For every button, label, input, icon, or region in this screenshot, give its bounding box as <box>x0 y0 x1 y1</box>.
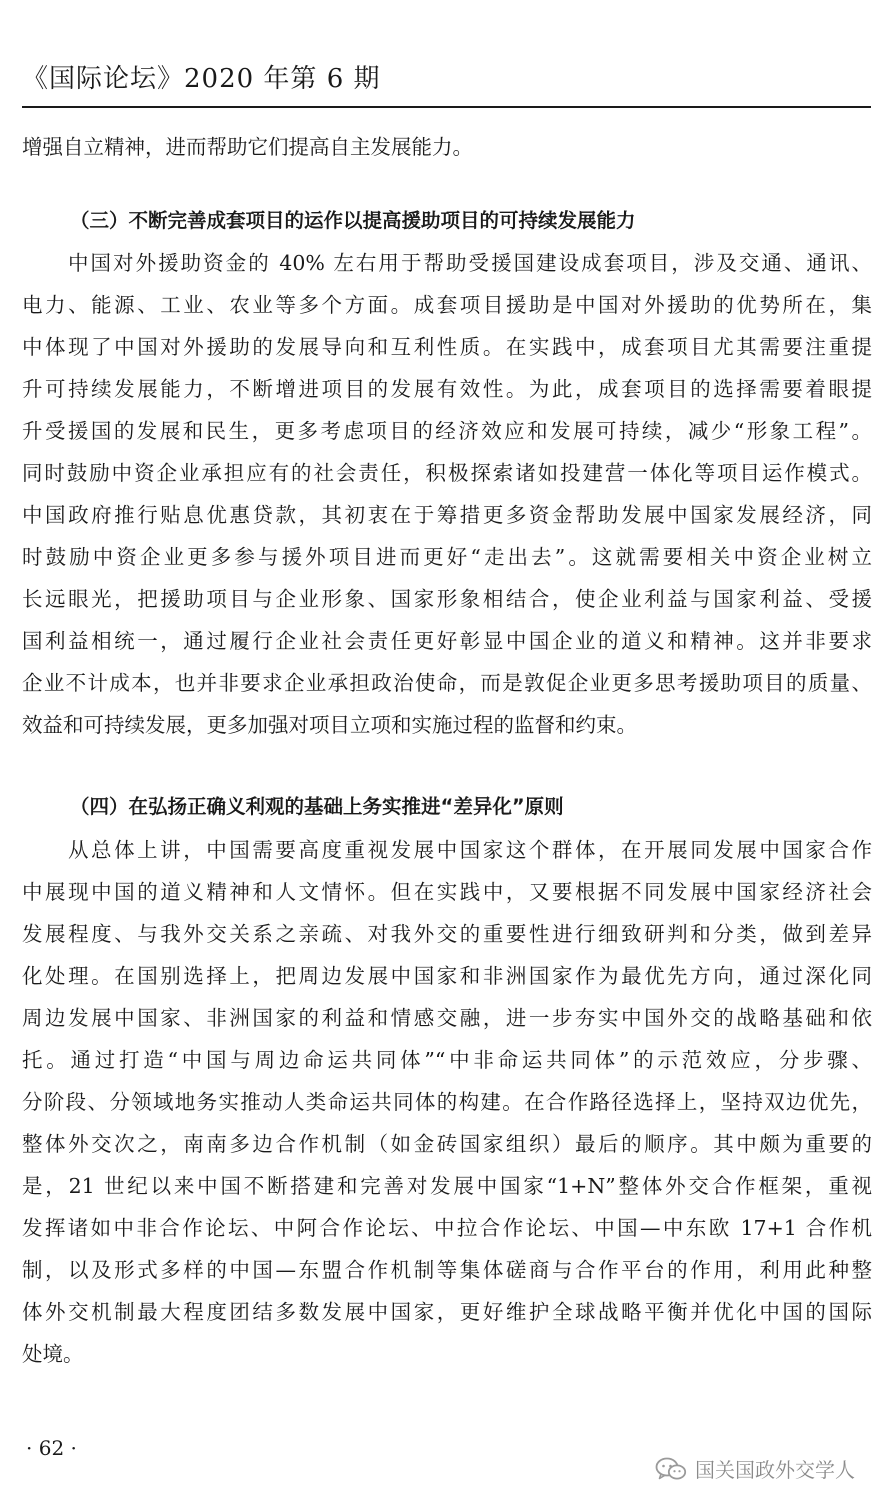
text-line: 中国政府推行贴息优惠贷款，其初衷在于筹措更多资金帮助发展中国家发展经济，同 <box>22 503 872 527</box>
section-heading: （四）在弘扬正确义利观的基础上务实推进“差异化”原则 <box>70 795 564 818</box>
text-line: 整体外交次之，南南多边合作机制（如金砖国家组织）最后的顺序。其中颇为重要的 <box>22 1132 872 1156</box>
text-line: 升受援国的发展和民生，更多考虑项目的经济效应和发展可持续，减少“形象工程”。 <box>22 419 872 443</box>
section-heading-3 <box>22 200 872 242</box>
text-line: 长远眼光，把援助项目与企业形象、国家形象相结合，使企业利益与国家利益、受援 <box>22 587 872 611</box>
text-line: 中展现中国的道义精神和人文情怀。但在实践中，又要根据不同发展中国家经济社会 <box>22 880 872 904</box>
text-line: 发挥诸如中非合作论坛、中阿合作论坛、中拉合作论坛、中国—中东欧 17+1 合作机 <box>22 1216 872 1240</box>
text-line: 国利益相统一，通过履行企业社会责任更好彰显中国企业的道义和精神。这并非要求 <box>22 629 872 653</box>
text-line: 处境。 <box>22 1342 84 1366</box>
paragraph-4 <box>22 829 872 1375</box>
header-rule <box>22 106 871 108</box>
text-line: 从总体上讲，中国需要高度重视发展中国家这个群体，在开展同发展中国家合作 <box>68 838 872 862</box>
text-line: 效益和可持续发展，更多加强对项目立项和实施过程的监督和约束。 <box>22 713 637 737</box>
text-line: 是，21 世纪以来中国不断搭建和完善对发展中国家“1+N”整体外交合作框架，重视 <box>22 1174 872 1198</box>
text-line: 升可持续发展能力，不断增进项目的发展有效性。为此，成套项目的选择需要着眼提 <box>22 377 872 401</box>
text-line: 发展程度、与我外交关系之亲疏、对我外交的重要性进行细致研判和分类，做到差异 <box>22 922 872 946</box>
text-line: 时鼓励中资企业更多参与援外项目进而更好“走出去”。这就需要相关中资企业树立 <box>22 545 872 569</box>
paragraph-3 <box>22 242 872 746</box>
journal-header: 《国际论坛》2020 年第 6 期 <box>22 64 381 94</box>
text-line: 托。通过打造“中国与周边命运共同体”“中非命运共同体”的示范效应，分步骤、 <box>22 1048 872 1072</box>
section-heading: （三）不断完善成套项目的运作以提高援助项目的可持续发展能力 <box>70 209 636 232</box>
section-heading-4 <box>22 786 872 828</box>
text-line: 同时鼓励中资企业承担应有的社会责任，积极探索诸如投建营一体化等项目运作模式。 <box>22 461 872 485</box>
text-line: 中体现了中国对外援助的发展导向和互利性质。在实践中，成套项目尤其需要注重提 <box>22 335 872 359</box>
text-line: 分阶段、分领域地务实推动人类命运共同体的构建。在合作路径选择上，坚持双边优先， <box>22 1090 872 1114</box>
wechat-icon <box>655 1456 687 1482</box>
paragraph-continuation <box>22 126 872 168</box>
text-line: 增强自立精神，进而帮助它们提高自主发展能力。 <box>22 135 473 159</box>
watermark-text: 国关国政外交学人 <box>695 1458 855 1482</box>
text-line: 企业不计成本，也并非要求企业承担政治使命，而是敦促企业更多思考援助项目的质量、 <box>22 671 872 695</box>
text-line: 制，以及形式多样的中国—东盟合作机制等集体磋商与合作平台的作用，利用此种整 <box>22 1258 872 1282</box>
page-number: · 62 · <box>26 1436 77 1460</box>
text-line: 周边发展中国家、非洲国家的利益和情感交融，进一步夯实中国外交的战略基础和依 <box>22 1006 872 1030</box>
text-line: 化处理。在国别选择上，把周边发展中国家和非洲国家作为最优先方向，通过深化同 <box>22 964 872 988</box>
text-line: 电力、能源、工业、农业等多个方面。成套项目援助是中国对外援助的优势所在，集 <box>22 293 872 317</box>
source-watermark <box>655 1454 855 1483</box>
text-line: 体外交机制最大程度团结多数发展中国家，更好维护全球战略平衡并优化中国的国际 <box>22 1300 872 1324</box>
text-line: 中国对外援助资金的 40% 左右用于帮助受援国建设成套项目，涉及交通、通讯、 <box>68 251 872 275</box>
